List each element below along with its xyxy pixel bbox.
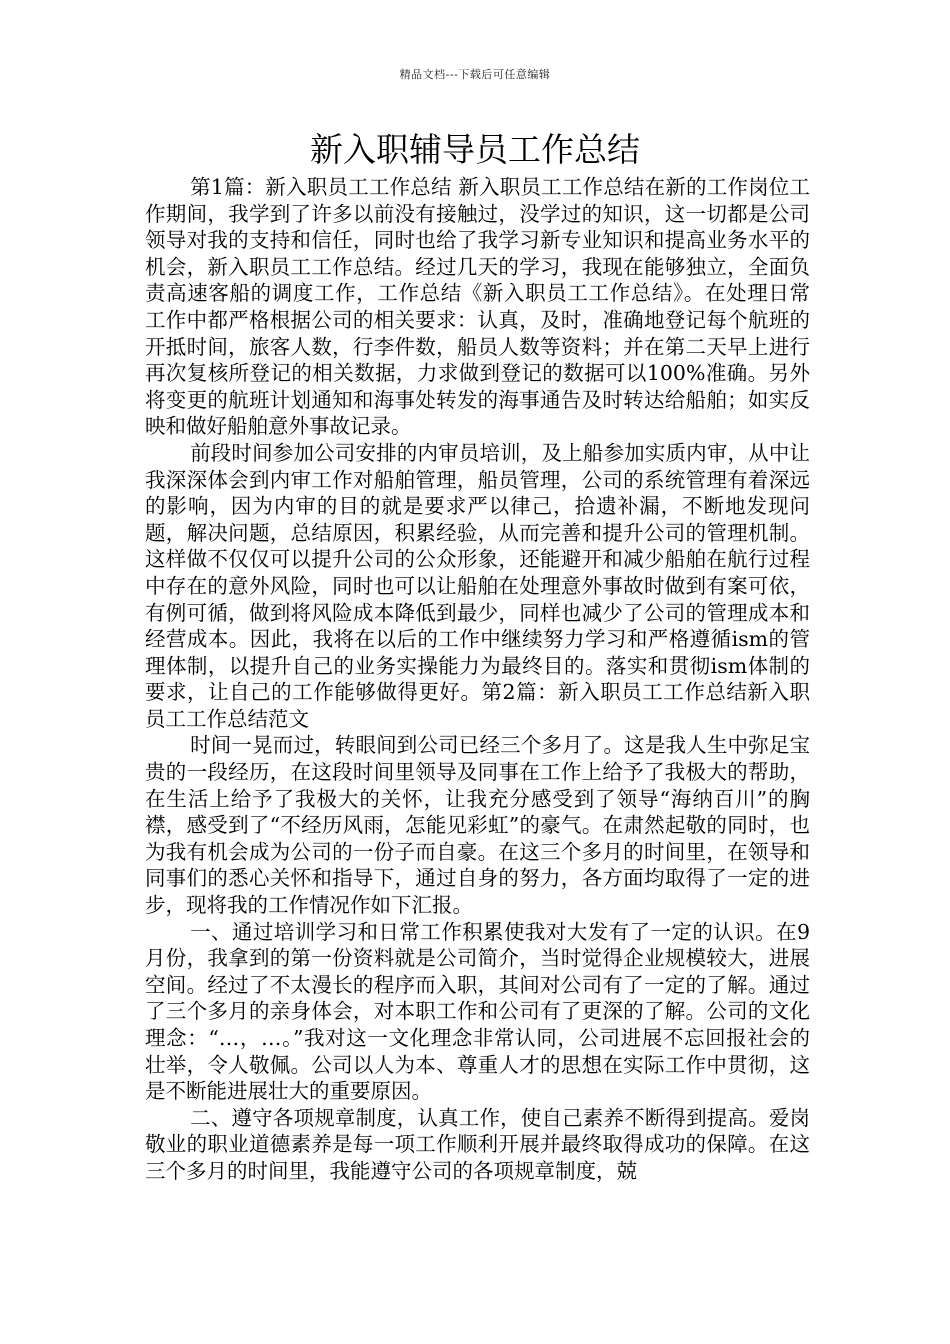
page-header-note: 精品文档---下载后可任意编辑	[399, 68, 551, 81]
paragraph: 时间一晃而过，转眼间到公司已经三个多月了。这是我人生中弥足宝贵的一段经历，在这段时间里领导及同事在工作上给予了我极大的帮助，在生活上给予了我极大的关怀，让我充分感受到了领导“海纳百川”的胸襟，感受到了“不经历风雨，怎能见彩虹”的豪气。在肃然起敬的同时，也为我有机会成为公司的一份子而自豪。在这三个多月的时间里，在领导和同事们的悉心关怀和指导下，通过自身的努力，各方面均取得了一定的进步，现将我的工作情况作如下汇报。	[145, 733, 810, 918]
paragraph: 二、遵守各项规章制度，认真工作，使自己素养不断得到提高。爱岗敬业的职业道德素养是每一项工作顺利开展并最终取得成功的保障。在这三个多月的时间里，我能遵守公司的各项规章制度，兢	[145, 1105, 810, 1183]
document-title: 新入职辅导员工作总结	[310, 130, 640, 169]
document-body	[145, 174, 810, 1185]
paragraph: 一、通过培训学习和日常工作积累使我对大发有了一定的认识。在9月份，我拿到的第一份资料就是公司简介，当时觉得企业规模较大，进展空间。经过了不太漫长的程序而入职，其间对公司有了一定的了解。通过了三个多月的亲身体会，对本职工作和公司有了更深的了解。公司的文化理念：“…，…。”我对这一文化理念非常认同，公司进展不忘回报社会的壮举，令人敬佩。公司以人为本、尊重人才的思想在实际工作中贯彻，这是不断能进展壮大的重要原因。	[145, 919, 810, 1104]
paragraph: 前段时间参加公司安排的内审员培训，及上船参加实质内审，从中让我深深体会到内审工作对船舶管理，船员管理，公司的系统管理有着深远的影响，因为内审的目的就是要求严以律己，拾遗补漏，不断地发现问题，解决问题，总结原因，积累经验，从而完善和提升公司的管理机制。这样做不仅仅可以提升公司的公众形象，还能避开和减少船舶在航行过程中存在的意外风险，同时也可以让船舶在处理意外事故时做到有案可依，有例可循，做到将风险成本降低到最少，同样也减少了公司的管理成本和经营成本。因此，我将在以后的工作中继续努力学习和严格遵循ism的管理体制，以提升自己的业务实操能力为最终目的。落实和贯彻ism体制的要求，让自己的工作能够做得更好。第2篇：新入职员工工作总结新入职员工工作总结范文	[145, 440, 810, 731]
paragraph: 第1篇：新入职员工工作总结 新入职员工工作总结在新的工作岗位工作期间，我学到了许多以前没有接触过，没学过的知识，这一切都是公司领导对我的支持和信任，同时也给了我学习新专业知识和提高业务水平的机会，新入职员工工作总结。经过几天的学习，我现在能够独立，全面负责高速客船的调度工作，工作总结《新入职员工工作总结》。在处理日常工作中都严格根据公司的相关要求：认真，及时，准确地登记每个航班的开抵时间，旅客人数，行李件数，船员人数等资料；并在第二天早上进行再次复核所登记的相关数据，力求做到登记的数据可以100%准确。另外将变更的航班计划通知和海事处转发的海事通告及时转达给船舶；如实反映和做好船舶意外事故记录。	[145, 175, 810, 439]
